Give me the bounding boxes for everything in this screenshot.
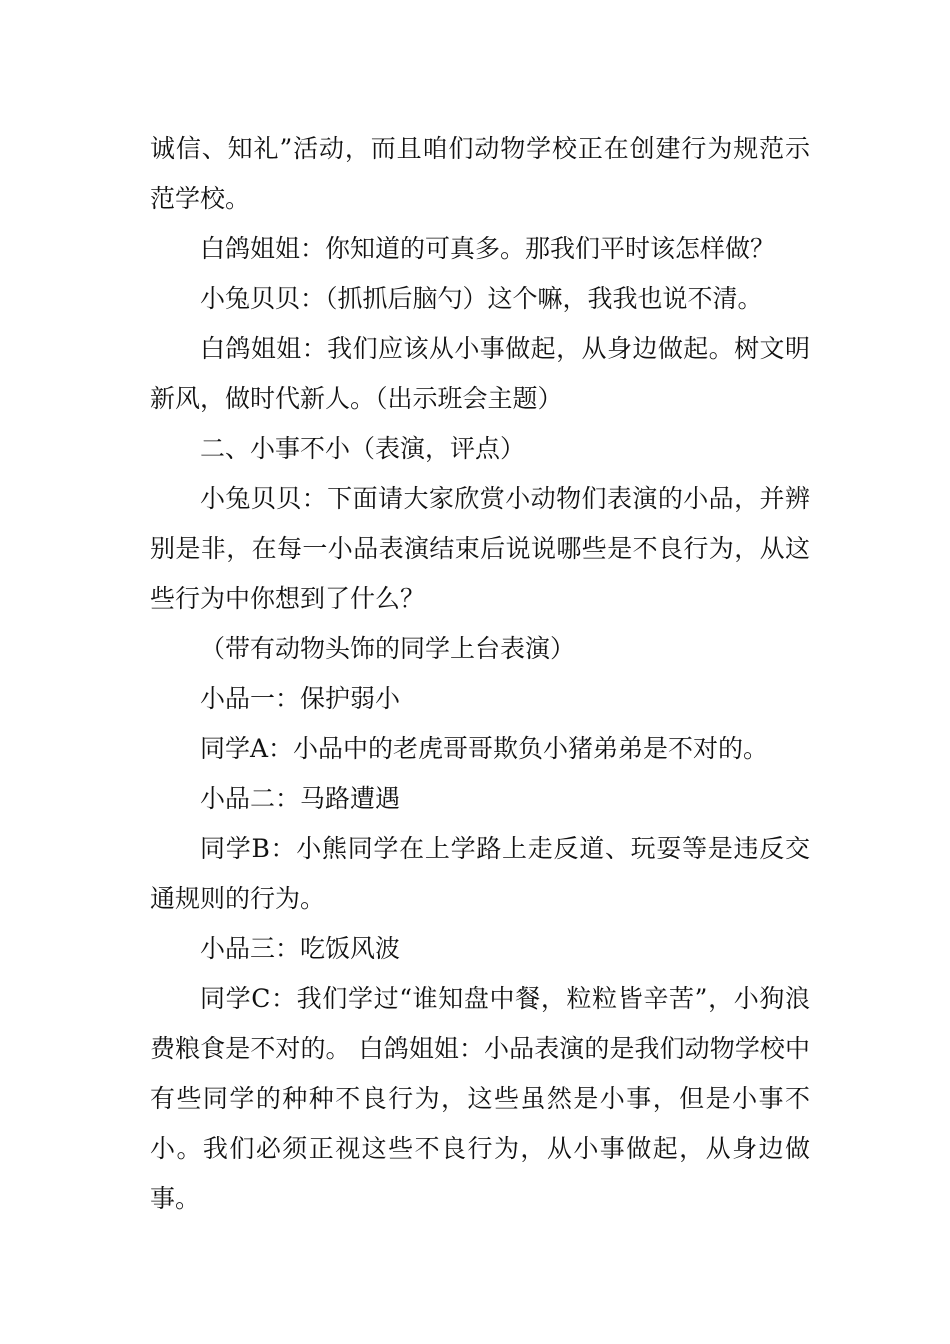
paragraph-11: 同学B：小熊同学在上学路上走反道、玩耍等是违反交通规则的行为。 [150, 834, 810, 913]
paragraph-13: 同学C：我们学过“谁知盘中餐，粒粒皆辛苦”，小狗浪费粮食是不对的。 白鸽姐姐：小品表演的是我们动物学校中有些同学的种种不良行为，这些虽然是小事，但是小事不小。我们必须正视这些不良行为，从小事做起，从身边做事。 [150, 984, 810, 1213]
paragraph-2: 白鸽姐姐：你知道的可真多。那我们平时该怎样做？ [200, 234, 776, 263]
paragraph-4: 白鸽姐姐：我们应该从小事做起，从身边做起。树文明新风，做时代新人。（出示班会主题） [150, 334, 810, 413]
paragraph-3: 小兔贝贝：（抓抓后脑勺）这个嘛，我我也说不清。 [200, 284, 763, 313]
paragraph-7: （带有动物头饰的同学上台表演） [200, 634, 576, 663]
skit-1-title: 小品一：保护弱小 [200, 684, 401, 713]
section-heading: 二、小事不小（表演，评点） [200, 434, 526, 463]
paragraph-6: 小兔贝贝：下面请大家欣赏小动物们表演的小品，并辨别是非，在每一小品表演结束后说说哪些是不良行为，从这些行为中你想到了什么？ [150, 484, 810, 613]
paragraph-9: 同学A：小品中的老虎哥哥欺负小猪弟弟是不对的。 [200, 734, 769, 763]
skit-3-title: 小品三：吃饭风波 [200, 934, 401, 963]
skit-2-title: 小品二：马路遭遇 [200, 784, 401, 813]
paragraph-1: 诚信、知礼”活动，而且咱们动物学校正在创建行为规范示范学校。 [150, 134, 810, 213]
document-body [150, 124, 810, 1224]
